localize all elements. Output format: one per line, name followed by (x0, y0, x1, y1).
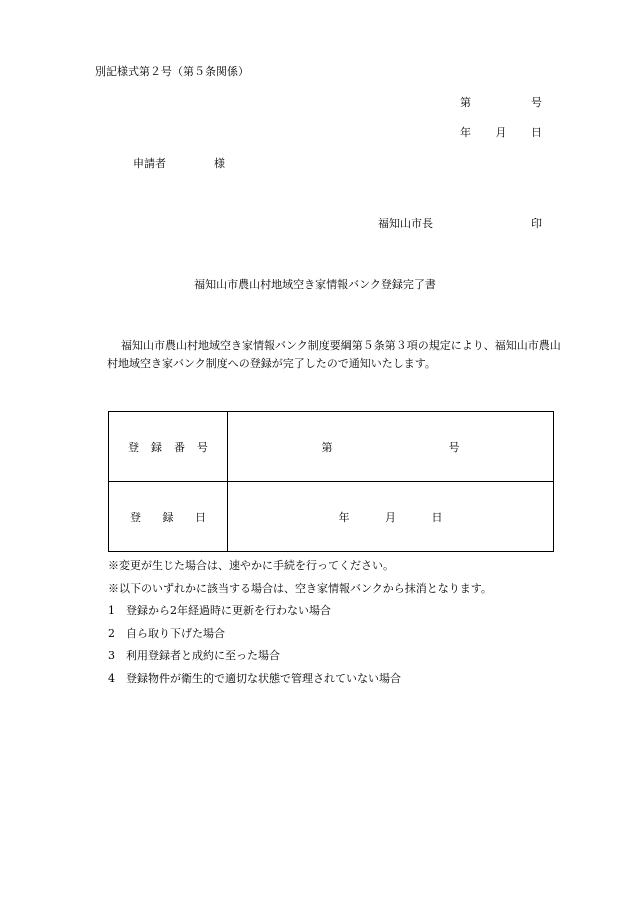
reg-date-day: 日 (431, 510, 443, 524)
label-char: 録 (162, 510, 174, 524)
condition-number: 4 (108, 671, 115, 685)
reg-date-label (130, 509, 206, 525)
reg-date-label-cell (109, 482, 228, 552)
doc-number-suffix: 号 (531, 96, 542, 109)
condition-text: 登録から2年経過時に更新を行わない場合 (126, 604, 331, 617)
body-text: 福知山市農山村地域空き家情報バンク制度要綱第５条第３項の規定により、福知山市農山村地域空き家バンク制度への登録が完了したので通知いたします。 (107, 339, 561, 370)
issuer-seal: 印 (531, 217, 542, 230)
reg-number-suffix: 号 (448, 440, 460, 454)
condition-number: 3 (108, 649, 115, 662)
reg-date-month: 月 (385, 510, 396, 524)
reg-number-label (128, 439, 208, 455)
issuer-line (378, 218, 542, 229)
condition-text: 登録物件が衛生的で適切な状態で管理されていない場合 (126, 671, 401, 685)
reg-date-value (339, 509, 443, 525)
doc-date-day: 日 (531, 126, 542, 139)
label-char: 登 (130, 510, 141, 524)
registration-table (108, 411, 554, 552)
label-char: 日 (195, 510, 206, 524)
document-number (460, 97, 542, 108)
form-label: 別記様式第２号（第５条関係） (95, 65, 249, 78)
condition-number: 2 (108, 626, 115, 640)
condition-item (108, 628, 492, 651)
note-item: ※変更が生じた場合は、速やかに手続を行ってください。 (108, 559, 394, 572)
label-char: 録 (151, 440, 162, 454)
document-date (460, 127, 542, 138)
issuer-name: 福知山市長 (378, 217, 433, 230)
condition-text: 利用登録者と成約に至った場合 (126, 649, 280, 662)
reg-number-value-cell (228, 412, 554, 482)
applicant-honorific: 様 (214, 157, 225, 170)
note-item: ※以下のいずれかに該当する場合は、空き家情報バンクから抹消となります。 (108, 581, 492, 595)
label-char: 登 (128, 440, 139, 454)
table-row (109, 412, 554, 482)
reg-number-label-cell (109, 412, 228, 482)
doc-date-month: 月 (495, 126, 507, 139)
doc-number-prefix: 第 (460, 96, 471, 109)
label-char: 号 (197, 440, 208, 454)
condition-text: 自ら取り下げた場合 (126, 626, 225, 640)
applicant-label: 申請者 (133, 157, 166, 170)
label-char: 番 (174, 440, 185, 454)
condition-item (108, 605, 492, 628)
reg-date-value-cell (228, 482, 554, 552)
reg-date-year: 年 (338, 510, 350, 524)
condition-item (108, 673, 492, 696)
reg-number-value (322, 439, 460, 455)
notes-list (108, 560, 492, 695)
table-row (109, 482, 554, 552)
condition-item (108, 650, 492, 673)
document-title: 福知山市農山村地域空き家情報バンク登録完了書 (194, 278, 436, 291)
reg-number-prefix: 第 (321, 440, 333, 454)
applicant-line (133, 158, 225, 169)
condition-number: 1 (108, 604, 115, 617)
doc-date-year: 年 (460, 126, 471, 139)
